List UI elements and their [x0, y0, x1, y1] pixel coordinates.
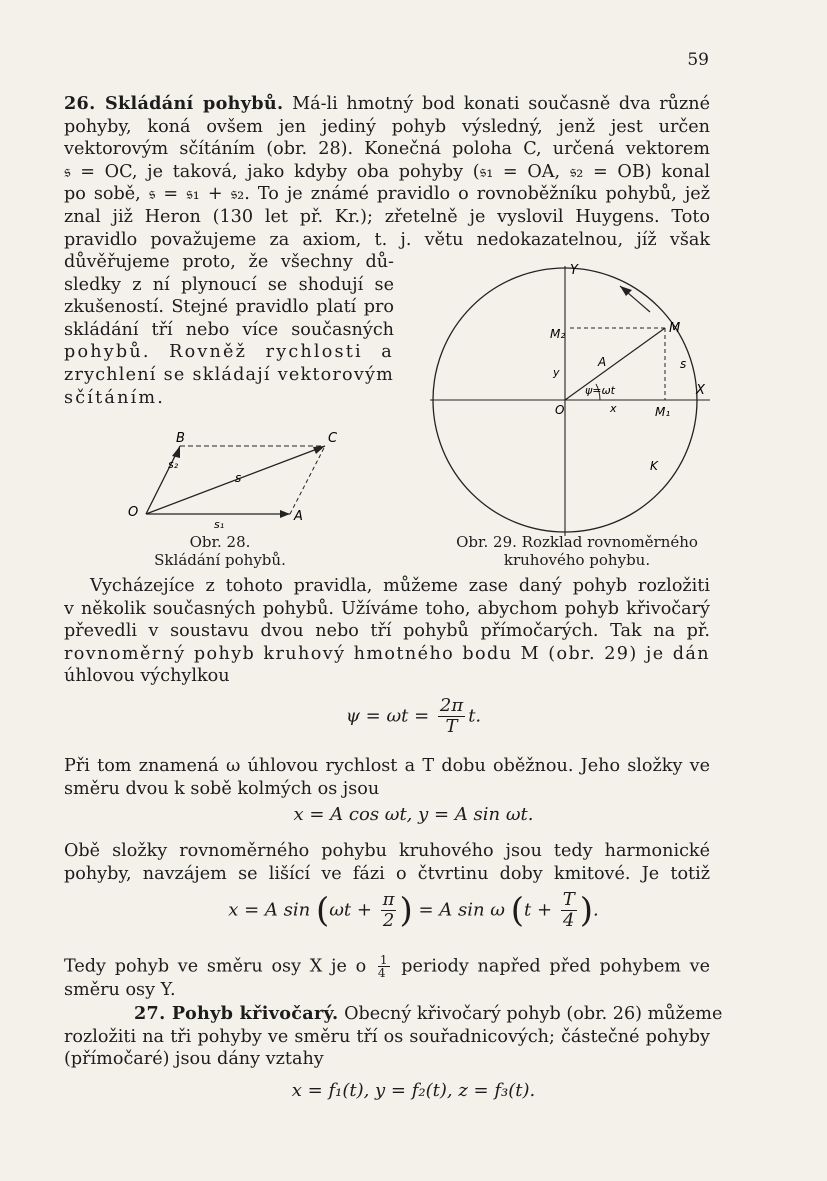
arrowhead-a	[280, 510, 290, 518]
text-line: sledky z ní plynoucí se shodují se	[64, 274, 394, 295]
label-y-axis: Y	[570, 263, 578, 278]
label-s2: s₂	[168, 458, 179, 471]
section-26-text	[64, 93, 710, 251]
equation-components: x = A cos ωt, y = A sin ωt.	[293, 804, 534, 825]
text-line: skládání tří nebo více současných	[64, 319, 394, 340]
section-26-heading: 26. Skládání pohybů.	[64, 93, 284, 114]
text-line: Tedy pohyb ve směru osy X je o $\frac{1}{4}$ periody napřed před pohybem ve	[64, 953, 711, 980]
label-a: A	[294, 509, 303, 524]
text-line: Při tom znamená ω úhlovou rychlost a T dobu oběžnou. Jeho složky ve	[64, 756, 710, 776]
text-line: převedli v soustavu dvou nebo tří pohybů přímočarých. Tak na př.	[64, 621, 710, 642]
paragraph-3	[64, 840, 710, 885]
text-line: 26. Skládání pohybů. Má-li hmotný bod konati současně dva různé	[64, 93, 711, 114]
figure-29	[420, 258, 710, 538]
label-s1: s₁	[214, 518, 225, 528]
fraction-quarter: $\frac{1}{4}$	[377, 953, 388, 980]
section-26-narrow-text	[64, 251, 394, 409]
label-y: y	[553, 366, 560, 379]
figure-29-caption: Obr. 29. Rozklad rovnoměrného kruhového pohybu.	[456, 533, 698, 569]
fraction: $\frac{2\pi}{T}$	[439, 695, 464, 737]
paragraph-1	[64, 575, 710, 688]
text-line: pohybů. Rovněž rychlosti a	[64, 342, 394, 363]
equation-curvilinear: x = f₁(t), y = f₂(t), z = f₃(t).	[291, 1080, 536, 1101]
paragraph-4	[64, 954, 710, 1002]
figure-28	[120, 428, 360, 528]
text-line: pohyby, navzájem se lišící ve fázi o čtvrtinu doby kmitové. Je totiž	[64, 863, 710, 884]
text-line: zkušeností. Stejné pravidlo platí pro	[64, 297, 394, 318]
text-line: 𝔰 = OC, je taková, jako kdyby oba pohyby (𝔰₁ = OA, 𝔰₂ = OB) konal	[64, 161, 710, 182]
side-ac	[290, 446, 325, 514]
section-27-text	[64, 1003, 723, 1071]
text-line: Vycházejíce z tohoto pravidla, můžeme zase daný pohyb rozložiti	[90, 576, 710, 596]
figure-28-caption: Obr. 28. Skládání pohybů.	[154, 533, 286, 569]
text-line: rozložiti na tři pohyby ve směru tří os souřadnicových; částečné pohyby	[64, 1026, 710, 1047]
label-s: s	[680, 357, 687, 371]
text-line: zrychlení se skládají vektorovým	[64, 364, 394, 385]
fraction: $\frac{\pi}{2}$	[382, 889, 395, 931]
text-line: směru dvou k sobě kolmých os jsou	[64, 778, 380, 799]
text-line: pohyby, koná ovšem jen jediný pohyb výsledný, jenž jest určen	[64, 116, 710, 137]
text-line: Obě složky rovnoměrného pohybu kruhového jsou tedy harmonické	[64, 841, 710, 861]
text-line: směru osy Y.	[64, 980, 176, 1000]
radius-a	[565, 328, 665, 400]
text-line: po sobě, 𝔰 = 𝔰₁ + 𝔰₂. To je známé pravidlo o rovnoběžníku pohybů, jež	[64, 184, 710, 205]
equation-angular-displacement: ψ = ωt = $\frac{2\pi}{T}$ t.	[345, 695, 482, 737]
text-line: 27. Pohyb křivočarý. Obecný křivočarý pohyb (obr. 26) můžeme	[134, 1003, 723, 1024]
label-angle: ψ=ωt	[585, 384, 615, 397]
label-k: K	[650, 459, 658, 473]
text-line: pravidlo považujeme za axiom, t. j. větu nedokazatelnou, jíž však	[64, 229, 710, 250]
text-line: rovnoměrný pohyb kruhový hmotného bodu M (obr. 29) je dán	[64, 643, 710, 664]
text-line: v několik současných pohybů. Užíváme toho, abychom pohyb křivočarý	[64, 598, 710, 619]
equation-phase-shift: x = A sin (ωt + $\frac{\pi}{2}$ ) = A sin ω (t + $\frac{T}{4}$ ).	[228, 889, 599, 931]
label-x: x	[610, 402, 617, 415]
label-o: O	[555, 403, 565, 417]
paragraph-2	[64, 755, 710, 800]
text-line: důvěřujeme proto, že všechny dů-	[64, 252, 394, 272]
text-line: úhlovou výchylkou	[64, 666, 230, 687]
label-c: C	[328, 431, 338, 446]
arrowhead-b	[172, 446, 180, 458]
label-o: O	[128, 505, 139, 520]
text-line: sčítáním.	[64, 387, 166, 408]
text-line: vektorovým sčítáním (obr. 28). Konečná poloha C, určená vektorem	[64, 139, 710, 160]
label-a: A	[598, 355, 607, 369]
label-b: B	[176, 431, 185, 446]
label-m2: M₂	[550, 327, 566, 341]
fraction: $\frac{T}{4}$	[562, 889, 575, 931]
text-line: (přímočaré) jsou dány vztahy	[64, 1049, 324, 1070]
label-x-axis: X	[696, 383, 705, 398]
label-m: M	[669, 321, 681, 336]
page-number: 59	[687, 50, 709, 70]
label-s: s	[235, 471, 242, 485]
section-27-heading: 27. Pohyb křivočarý.	[134, 1003, 339, 1024]
text-line: znal již Heron (130 let př. Kr.); zřetelně je vyslovil Huygens. Toto	[64, 206, 710, 227]
label-m1: M₁	[655, 405, 671, 419]
